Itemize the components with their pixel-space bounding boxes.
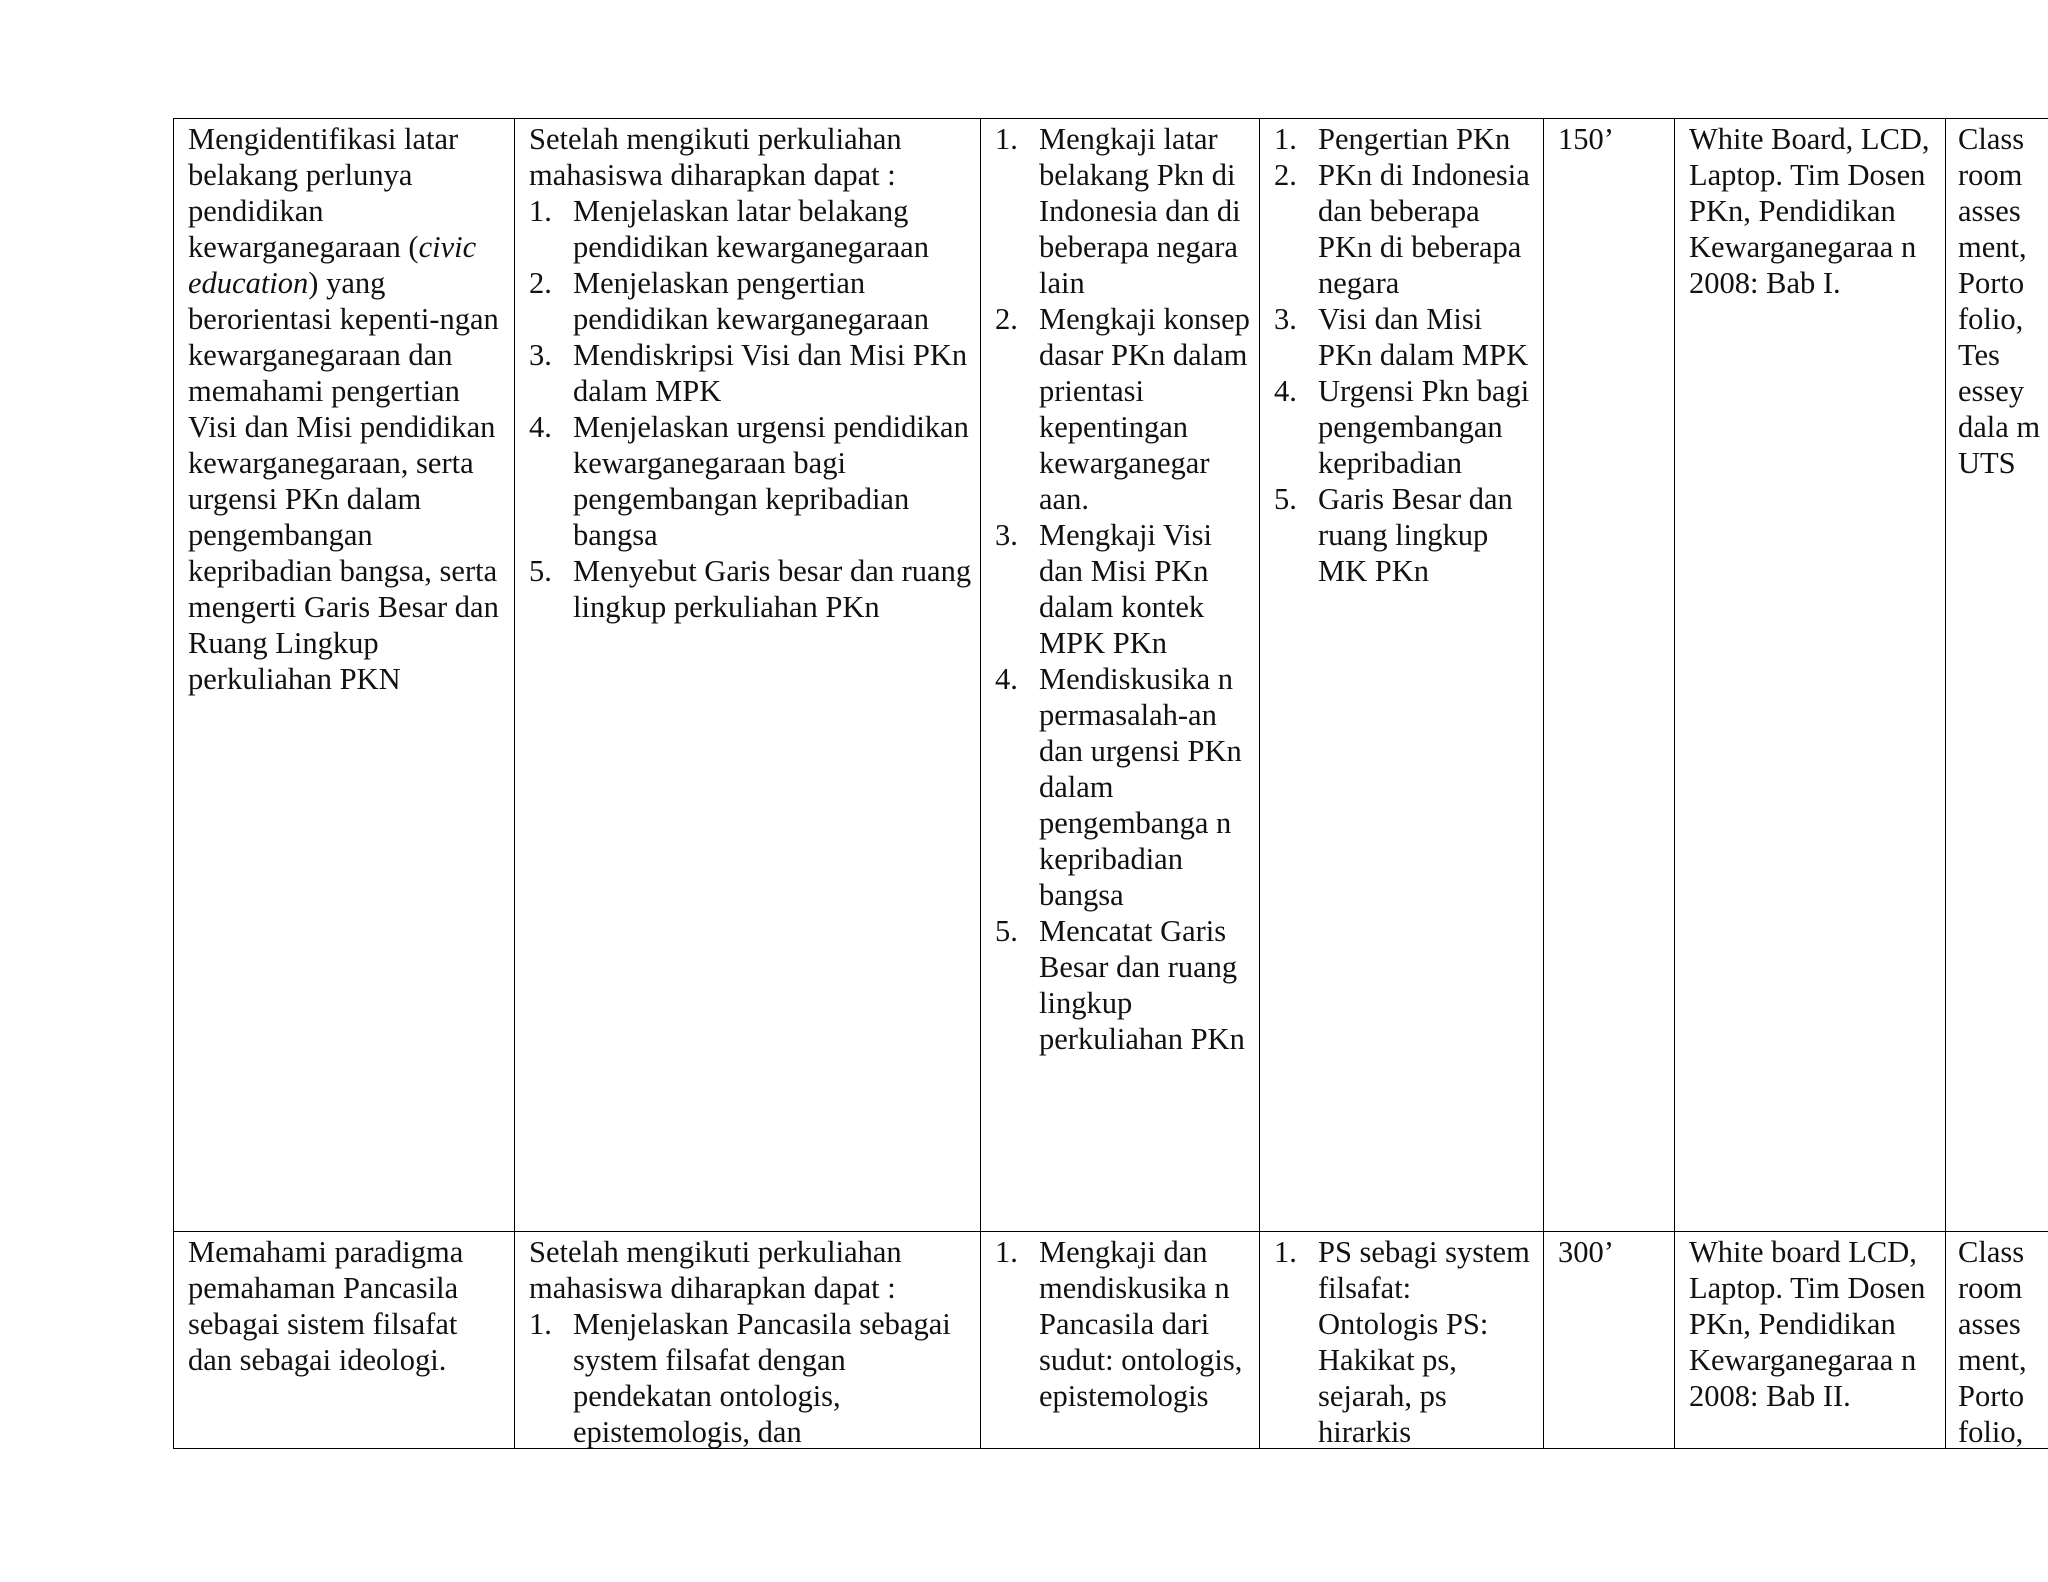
course-plan-table: [173, 118, 2048, 1449]
list-item: [995, 121, 1253, 301]
list-text: PS sebagi system filsafat: Ontologis PS: Hakikat ps, sejarah, ps hirarkis: [1318, 1235, 1530, 1448]
list-number: 4.: [1274, 374, 1297, 408]
list-number: 1.: [1274, 1235, 1297, 1269]
list-text: Mendiskripsi Visi dan Misi PKn dalam MPK: [573, 338, 968, 408]
indicator-intro: Setelah mengikuti perkuliahan mahasiswa diharapkan dapat :: [529, 122, 902, 192]
learning-experience-cell: [981, 119, 1260, 1232]
learning-outcome-text: Memahami paradigma pemahaman Pancasila sebagai sistem filsafat dan sebagai ideologi.: [188, 1235, 464, 1377]
table-row: [174, 1232, 2048, 1449]
list-text: Urgensi Pkn bagi pengembangan kepribadian: [1318, 374, 1530, 480]
list-item: [529, 1306, 974, 1448]
list-item: [995, 301, 1253, 517]
list-text: Menjelaskan urgensi pendidikan kewarganegaraan bagi pengembangan kepribadian bangsa: [573, 410, 969, 552]
list-item: [1274, 301, 1537, 373]
list-number: 5.: [1274, 482, 1297, 516]
list-text: Menyebut Garis besar dan ruang lingkup perkuliahan PKn: [573, 554, 972, 624]
list-number: 5.: [995, 914, 1018, 948]
time-cell: [1544, 119, 1675, 1232]
list-item: [1274, 481, 1537, 589]
list-number: 3.: [995, 518, 1018, 552]
resource-cell: [1675, 1232, 1946, 1449]
list-number: 1.: [529, 1307, 552, 1341]
list-number: 1.: [1274, 122, 1297, 156]
material-list: [1274, 121, 1537, 589]
material-list: [1274, 1234, 1537, 1448]
list-text: Garis Besar dan ruang lingkup MK PKn: [1318, 482, 1513, 588]
list-number: 5.: [529, 554, 552, 588]
list-number: 1.: [995, 122, 1018, 156]
time-value: 150’: [1558, 122, 1614, 156]
material-cell: [1260, 1232, 1544, 1449]
learning-outcome-cell: [174, 119, 515, 1232]
list-item: [529, 337, 974, 409]
learning-outcome-text: Mengidentifikasi latar belakang perlunya pendidikan kewarganegaraan (: [188, 122, 459, 264]
list-number: 4.: [529, 410, 552, 444]
list-number: 3.: [529, 338, 552, 372]
list-number: 4.: [995, 662, 1018, 696]
list-text: Menjelaskan latar belakang pendidikan kewarganegaraan: [573, 194, 929, 264]
learning-experience-list: [995, 1234, 1253, 1414]
list-text: Mengkaji dan mendiskusika n Pancasila dari sudut: ontologis, epistemologis: [1039, 1235, 1243, 1413]
list-number: 3.: [1274, 302, 1297, 336]
table-row: [174, 119, 2048, 1232]
list-item: [995, 1234, 1253, 1414]
list-text: Menjelaskan pengertian pendidikan kewarganegaraan: [573, 266, 929, 336]
list-item: [529, 265, 974, 337]
resource-text: White Board, LCD, Laptop. Tim Dosen PKn, Pendidikan Kewarganegaraa n 2008: Bab I.: [1689, 122, 1930, 300]
list-item: [529, 193, 974, 265]
list-text: Menjelaskan Pancasila sebagai system filsafat dengan pendekatan ontologis, epistemologis, dan: [573, 1307, 951, 1448]
list-item: [995, 661, 1253, 913]
assessment-cell: [1946, 1232, 2048, 1449]
list-item: [1274, 121, 1537, 157]
learning-outcome-italic: civic education: [188, 230, 477, 300]
learning-experience-list: [995, 121, 1253, 1057]
list-text: Mengkaji konsep dasar PKn dalam prientasi kepentingan kewarganegar aan.: [1039, 302, 1250, 516]
material-cell: [1260, 119, 1544, 1232]
list-text: Mencatat Garis Besar dan ruang lingkup perkuliahan PKn: [1039, 914, 1245, 1056]
assessment-cell: [1946, 119, 2048, 1232]
list-text: Visi dan Misi PKn dalam MPK: [1318, 302, 1529, 372]
list-number: 1.: [529, 194, 552, 228]
list-item: [1274, 1234, 1537, 1448]
list-number: 1.: [995, 1235, 1018, 1269]
list-item: [995, 913, 1253, 1057]
list-item: [529, 409, 974, 553]
learning-experience-cell: [981, 1232, 1260, 1449]
list-number: 2.: [1274, 158, 1297, 192]
list-text: Mengkaji Visi dan Misi PKn dalam kontek MPK PKn: [1039, 518, 1212, 660]
list-item: [1274, 373, 1537, 481]
resource-cell: [1675, 119, 1946, 1232]
time-cell: [1544, 1232, 1675, 1449]
list-text: Mengkaji latar belakang Pkn di Indonesia dan di beberapa negara lain: [1039, 122, 1241, 300]
indicator-cell: [515, 1232, 981, 1449]
learning-outcome-cell: [174, 1232, 515, 1449]
list-number: 2.: [995, 302, 1018, 336]
indicator-intro: Setelah mengikuti perkuliahan mahasiswa diharapkan dapat :: [529, 1235, 902, 1305]
list-number: 2.: [529, 266, 552, 300]
learning-outcome-text-cont: ) yang berorientasi kepenti-ngan kewarganegaraan dan memahami pengertian Visi dan Misi pendidikan kewarganegaraan, serta urgensi PKn dalam pengembangan kepribadian bangsa, serta mengerti Garis Besar dan Ruang Lingkup perkuliahan PKN: [188, 266, 499, 696]
list-text: Pengertian PKn: [1318, 122, 1511, 156]
list-item: [1274, 157, 1537, 301]
time-value: 300’: [1558, 1235, 1614, 1269]
list-text: Mendiskusika n permasalah-an dan urgensi PKn dalam pengembanga n kepribadian bangsa: [1039, 662, 1242, 912]
assessment-text: Class room asses ment, Porto folio, Tes essey dala m UTS: [1958, 122, 2041, 480]
list-item: [995, 517, 1253, 661]
assessment-text: Class room asses ment, Porto folio,: [1958, 1235, 2027, 1448]
indicator-list: [529, 193, 974, 625]
indicator-cell: [515, 119, 981, 1232]
list-item: [529, 553, 974, 625]
indicator-list: [529, 1306, 974, 1448]
resource-text: White board LCD, Laptop. Tim Dosen PKn, Pendidikan Kewarganegaraa n 2008: Bab II.: [1689, 1235, 1926, 1413]
list-text: PKn di Indonesia dan beberapa PKn di beberapa negara: [1318, 158, 1530, 300]
